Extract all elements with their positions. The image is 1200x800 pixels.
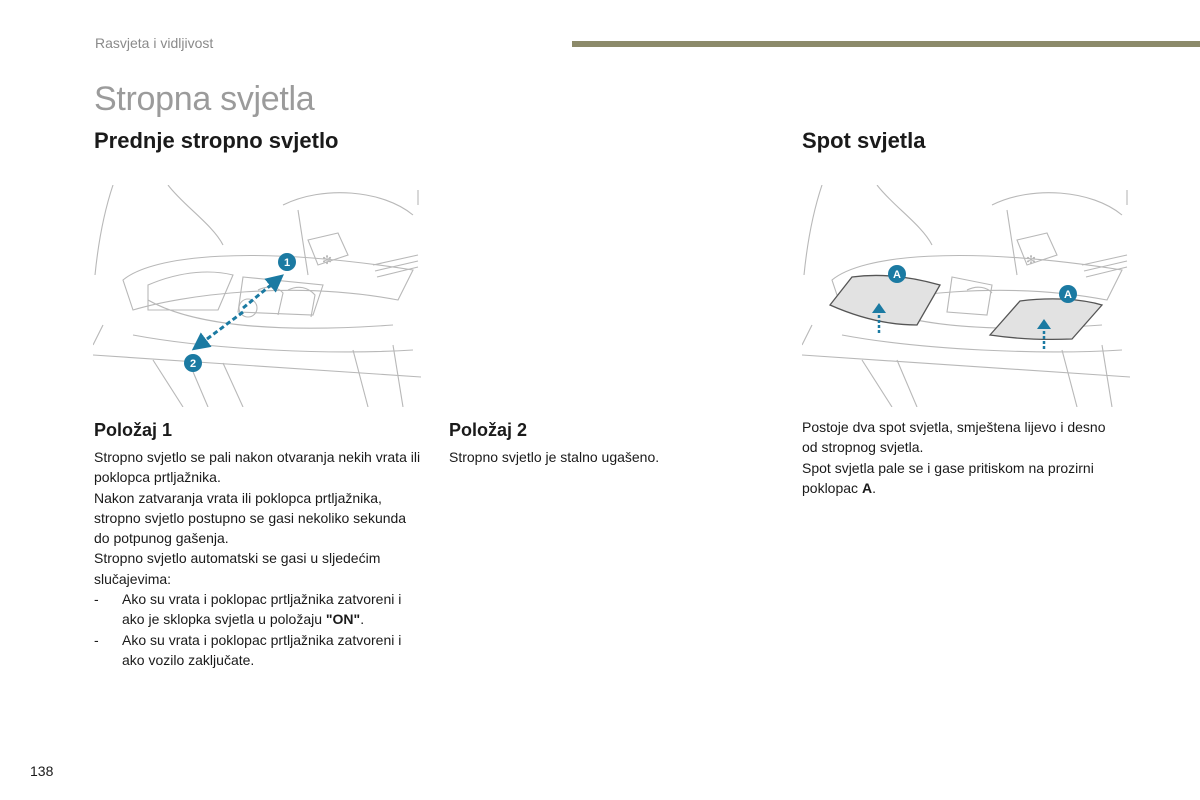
front-ceiling-light-illustration	[93, 185, 421, 407]
svg-text:✻: ✻	[322, 253, 333, 267]
page-title: Stropna svjetla	[94, 80, 315, 118]
position2-heading: Položaj 2	[449, 420, 528, 440]
svg-text:2: 2	[189, 358, 197, 370]
list-item-text: Ako su vrata i poklopac prtljažnika zatvoreni i ako je sklopka svjetla u položaju	[122, 591, 402, 628]
spot-lights-illustration	[802, 185, 1130, 407]
svg-text:A: A	[893, 269, 901, 281]
list-item-text: Ako su vrata i poklopac prtljažnika zatvoreni i ako vozilo zaključate.	[122, 631, 402, 668]
spot-lights-text	[802, 417, 1122, 498]
spot-lights-paragraph-text: Spot svjetla pale se i gase pritiskom na prozirni poklopac	[802, 459, 1094, 496]
list-item	[94, 630, 424, 671]
svg-text:A: A	[1064, 289, 1072, 301]
spot-lights-paragraph: Postoje dva spot svjetla, smještena lijevo i desno od stropnog svjetla.	[802, 419, 1106, 456]
spot-lights-cover-label: A	[861, 479, 873, 496]
spot-lights-paragraph	[802, 458, 1122, 499]
section-title: Rasvjeta i vidljivost	[95, 35, 214, 51]
position1-paragraph: Stropno svjetlo automatski se gasi u sljedećim slučajevima:	[94, 550, 381, 587]
page-number: 138	[30, 763, 54, 779]
arrow-down-left	[199, 312, 243, 345]
spot-lights-heading: Spot svjetla	[802, 128, 926, 153]
list-item	[94, 589, 424, 630]
position2-paragraph: Stropno svjetlo je stalno ugašeno.	[449, 449, 660, 465]
marker-a-left	[888, 265, 906, 283]
marker-2	[184, 354, 202, 372]
marker-1	[278, 253, 296, 271]
arrow-up-right	[243, 280, 277, 308]
list-dash: -	[94, 591, 99, 608]
list-dash: -	[94, 631, 99, 648]
header-bar	[572, 41, 1200, 47]
spot-light-cover-right	[990, 299, 1102, 339]
position1-paragraph: Stropno svjetlo se pali nakon otvaranja nekih vrata ili poklopca prtljažnika.	[94, 449, 421, 486]
svg-text:1: 1	[283, 257, 291, 269]
position1-paragraph: Nakon zatvaranja vrata ili poklopca prtljažnika, stropno svjetlo postupno se gasi nekoliko sekunda do potpunog gašenja.	[94, 489, 407, 547]
position1-text	[94, 447, 424, 670]
marker-a-right	[1059, 285, 1077, 303]
spot-light-cover-left	[830, 275, 940, 325]
spot-lights-paragraph-suffix: .	[872, 479, 876, 496]
position2-text	[449, 447, 749, 467]
position1-heading: Položaj 1	[94, 420, 173, 440]
list-item-suffix: .	[360, 611, 365, 628]
svg-text:✻: ✻	[1026, 253, 1037, 267]
list-item-emphasis: "ON"	[325, 611, 361, 628]
front-ceiling-light-heading: Prednje stropno svjetlo	[94, 128, 339, 153]
